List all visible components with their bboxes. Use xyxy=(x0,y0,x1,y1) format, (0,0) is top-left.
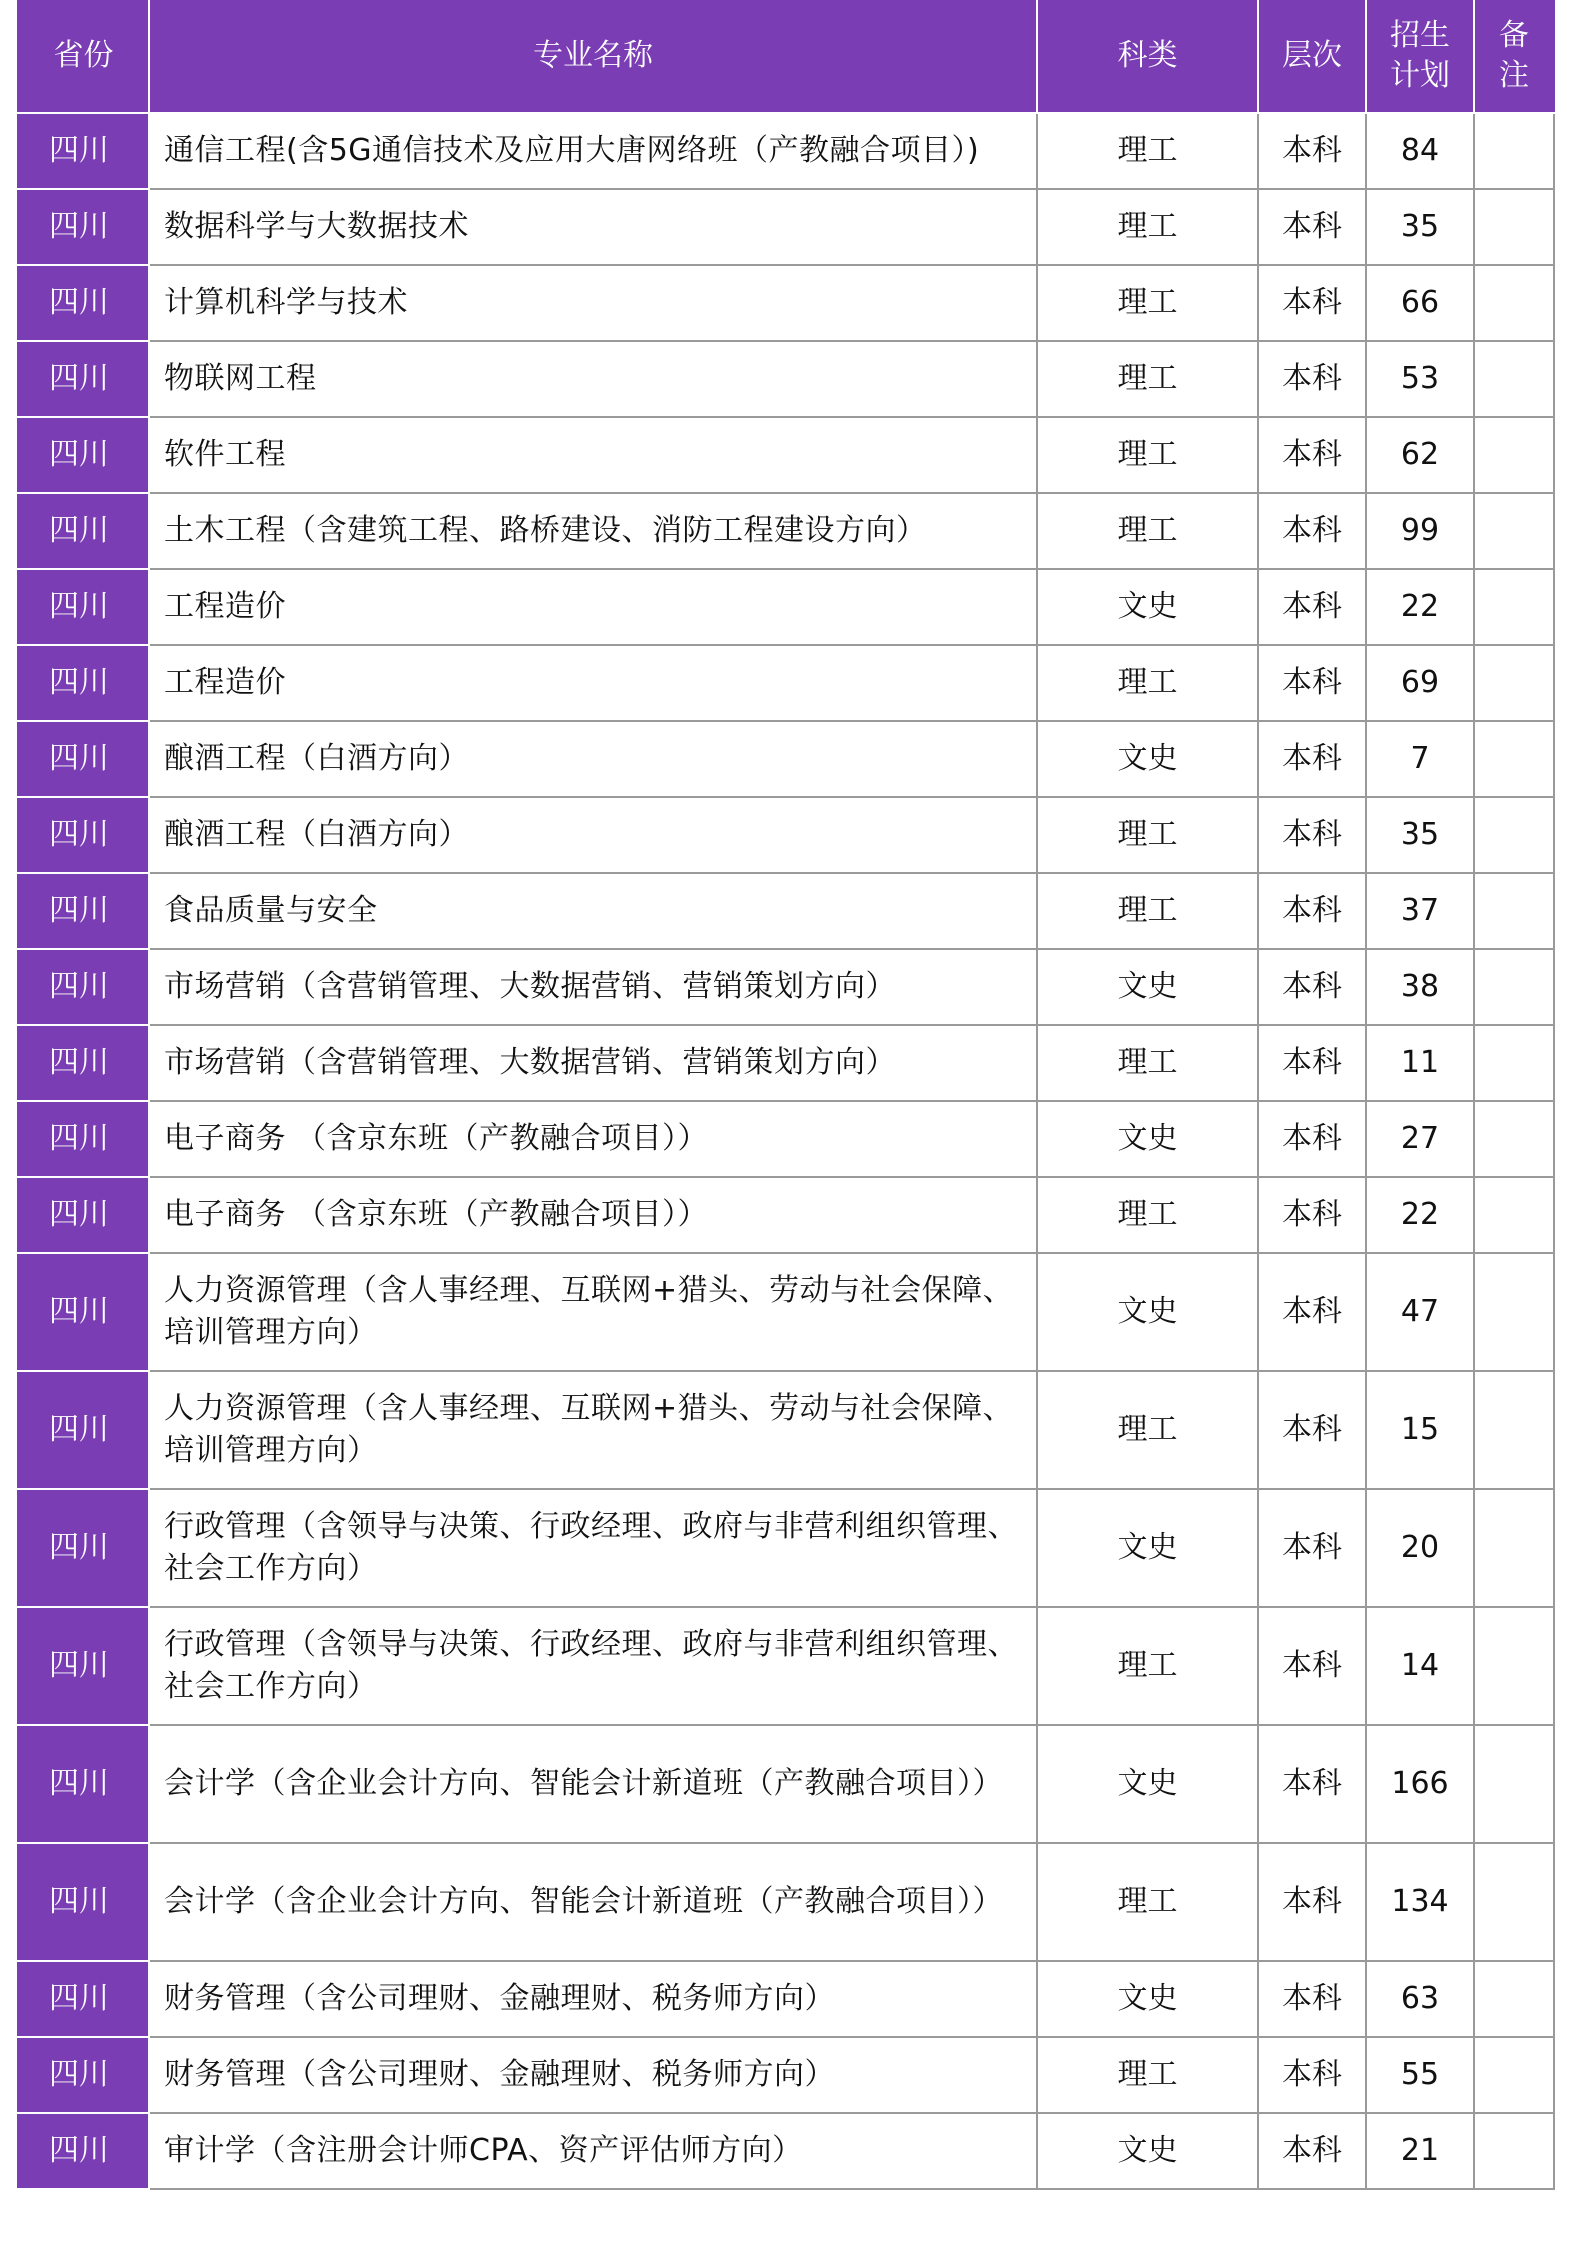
category-cell: 理工 xyxy=(1037,493,1258,569)
plan-count-cell: 35 xyxy=(1366,189,1474,265)
province-cell: 四川 xyxy=(18,1101,149,1177)
category-cell: 理工 xyxy=(1037,417,1258,493)
table-row xyxy=(18,1843,1554,1961)
plan-count-cell: 63 xyxy=(1366,1961,1474,2037)
level-cell: 本科 xyxy=(1258,2037,1366,2113)
table-row xyxy=(18,1371,1554,1489)
level-cell: 本科 xyxy=(1258,1607,1366,1725)
note-cell xyxy=(1474,189,1554,265)
province-cell: 四川 xyxy=(18,2113,149,2189)
level-cell: 本科 xyxy=(1258,797,1366,873)
major-name-cell: 行政管理（含领导与决策、行政经理、政府与非营利组织管理、社会工作方向） xyxy=(149,1489,1037,1607)
major-name-cell: 工程造价 xyxy=(149,645,1037,721)
table-row xyxy=(18,873,1554,949)
note-cell xyxy=(1474,873,1554,949)
plan-count-cell: 38 xyxy=(1366,949,1474,1025)
category-cell: 理工 xyxy=(1037,113,1258,189)
category-cell: 文史 xyxy=(1037,949,1258,1025)
note-cell xyxy=(1474,1025,1554,1101)
note-cell xyxy=(1474,949,1554,1025)
level-cell: 本科 xyxy=(1258,645,1366,721)
category-cell: 理工 xyxy=(1037,265,1258,341)
table-row xyxy=(18,2037,1554,2113)
plan-count-cell: 47 xyxy=(1366,1253,1474,1371)
province-cell: 四川 xyxy=(18,873,149,949)
major-name-cell: 财务管理（含公司理财、金融理财、税务师方向） xyxy=(149,1961,1037,2037)
header-category: 科类 xyxy=(1037,0,1258,113)
major-name-cell: 电子商务 （含京东班（产教融合项目）） xyxy=(149,1177,1037,1253)
table-row xyxy=(18,569,1554,645)
table-row xyxy=(18,1177,1554,1253)
note-cell xyxy=(1474,1961,1554,2037)
level-cell: 本科 xyxy=(1258,1961,1366,2037)
table-row xyxy=(18,493,1554,569)
category-cell: 理工 xyxy=(1037,873,1258,949)
level-cell: 本科 xyxy=(1258,949,1366,1025)
province-cell: 四川 xyxy=(18,189,149,265)
major-name-cell: 物联网工程 xyxy=(149,341,1037,417)
level-cell: 本科 xyxy=(1258,493,1366,569)
table-header xyxy=(18,0,1554,113)
major-name-cell: 土木工程（含建筑工程、路桥建设、消防工程建设方向） xyxy=(149,493,1037,569)
category-cell: 文史 xyxy=(1037,1725,1258,1843)
table-row xyxy=(18,341,1554,417)
plan-count-cell: 27 xyxy=(1366,1101,1474,1177)
level-cell: 本科 xyxy=(1258,1843,1366,1961)
plan-count-cell: 21 xyxy=(1366,2113,1474,2189)
header-province: 省份 xyxy=(18,0,149,113)
header-note-line1: 备 xyxy=(1499,18,1529,53)
category-cell: 理工 xyxy=(1037,1025,1258,1101)
major-name-cell: 数据科学与大数据技术 xyxy=(149,189,1037,265)
level-cell: 本科 xyxy=(1258,1253,1366,1371)
plan-count-cell: 66 xyxy=(1366,265,1474,341)
plan-count-cell: 22 xyxy=(1366,1177,1474,1253)
note-cell xyxy=(1474,265,1554,341)
table-row xyxy=(18,949,1554,1025)
province-cell: 四川 xyxy=(18,1725,149,1843)
table-row xyxy=(18,2113,1554,2189)
category-cell: 文史 xyxy=(1037,1961,1258,2037)
plan-count-cell: 15 xyxy=(1366,1371,1474,1489)
header-level: 层次 xyxy=(1258,0,1366,113)
category-cell: 理工 xyxy=(1037,1177,1258,1253)
province-cell: 四川 xyxy=(18,949,149,1025)
category-cell: 文史 xyxy=(1037,1253,1258,1371)
province-cell: 四川 xyxy=(18,645,149,721)
category-cell: 文史 xyxy=(1037,721,1258,797)
plan-count-cell: 166 xyxy=(1366,1725,1474,1843)
plan-count-cell: 14 xyxy=(1366,1607,1474,1725)
category-cell: 文史 xyxy=(1037,569,1258,645)
level-cell: 本科 xyxy=(1258,1025,1366,1101)
plan-count-cell: 55 xyxy=(1366,2037,1474,2113)
note-cell xyxy=(1474,721,1554,797)
table-row xyxy=(18,1961,1554,2037)
note-cell xyxy=(1474,1371,1554,1489)
level-cell: 本科 xyxy=(1258,569,1366,645)
level-cell: 本科 xyxy=(1258,1177,1366,1253)
note-cell xyxy=(1474,1843,1554,1961)
plan-count-cell: 22 xyxy=(1366,569,1474,645)
level-cell: 本科 xyxy=(1258,189,1366,265)
category-cell: 文史 xyxy=(1037,1489,1258,1607)
province-cell: 四川 xyxy=(18,265,149,341)
category-cell: 理工 xyxy=(1037,645,1258,721)
province-cell: 四川 xyxy=(18,797,149,873)
level-cell: 本科 xyxy=(1258,341,1366,417)
note-cell xyxy=(1474,1177,1554,1253)
major-name-cell: 酿酒工程（白酒方向） xyxy=(149,797,1037,873)
category-cell: 理工 xyxy=(1037,2037,1258,2113)
province-cell: 四川 xyxy=(18,1607,149,1725)
category-cell: 文史 xyxy=(1037,1101,1258,1177)
note-cell xyxy=(1474,1725,1554,1843)
major-name-cell: 会计学（含企业会计方向、智能会计新道班（产教融合项目）） xyxy=(149,1725,1037,1843)
header-plan-line1: 招生 xyxy=(1390,18,1450,53)
plan-count-cell: 37 xyxy=(1366,873,1474,949)
major-name-cell: 市场营销（含营销管理、大数据营销、营销策划方向） xyxy=(149,1025,1037,1101)
province-cell: 四川 xyxy=(18,113,149,189)
plan-count-cell: 69 xyxy=(1366,645,1474,721)
note-cell xyxy=(1474,341,1554,417)
header-major: 专业名称 xyxy=(149,0,1037,113)
note-cell xyxy=(1474,2113,1554,2189)
level-cell: 本科 xyxy=(1258,417,1366,493)
table-row xyxy=(18,417,1554,493)
table-row xyxy=(18,265,1554,341)
plan-count-cell: 7 xyxy=(1366,721,1474,797)
note-cell xyxy=(1474,417,1554,493)
table-row xyxy=(18,1025,1554,1101)
category-cell: 理工 xyxy=(1037,341,1258,417)
level-cell: 本科 xyxy=(1258,113,1366,189)
major-name-cell: 电子商务 （含京东班（产教融合项目）） xyxy=(149,1101,1037,1177)
province-cell: 四川 xyxy=(18,569,149,645)
major-name-cell: 人力资源管理（含人事经理、互联网+猎头、劳动与社会保障、培训管理方向） xyxy=(149,1253,1037,1371)
category-cell: 理工 xyxy=(1037,1371,1258,1489)
table-row xyxy=(18,721,1554,797)
province-cell: 四川 xyxy=(18,1253,149,1371)
table-row xyxy=(18,1607,1554,1725)
major-name-cell: 食品质量与安全 xyxy=(149,873,1037,949)
level-cell: 本科 xyxy=(1258,1489,1366,1607)
province-cell: 四川 xyxy=(18,1489,149,1607)
level-cell: 本科 xyxy=(1258,1101,1366,1177)
major-name-cell: 人力资源管理（含人事经理、互联网+猎头、劳动与社会保障、培训管理方向） xyxy=(149,1371,1037,1489)
plan-count-cell: 62 xyxy=(1366,417,1474,493)
province-cell: 四川 xyxy=(18,417,149,493)
plan-count-cell: 84 xyxy=(1366,113,1474,189)
province-cell: 四川 xyxy=(18,1961,149,2037)
province-cell: 四川 xyxy=(18,1177,149,1253)
level-cell: 本科 xyxy=(1258,265,1366,341)
major-name-cell: 工程造价 xyxy=(149,569,1037,645)
plan-count-cell: 99 xyxy=(1366,493,1474,569)
province-cell: 四川 xyxy=(18,1843,149,1961)
note-cell xyxy=(1474,1489,1554,1607)
category-cell: 文史 xyxy=(1037,2113,1258,2189)
level-cell: 本科 xyxy=(1258,873,1366,949)
province-cell: 四川 xyxy=(18,721,149,797)
category-cell: 理工 xyxy=(1037,1607,1258,1725)
table-row xyxy=(18,1725,1554,1843)
table-row xyxy=(18,797,1554,873)
major-name-cell: 计算机科学与技术 xyxy=(149,265,1037,341)
table-row xyxy=(18,1253,1554,1371)
major-name-cell: 财务管理（含公司理财、金融理财、税务师方向） xyxy=(149,2037,1037,2113)
header-note xyxy=(1474,0,1554,113)
plan-count-cell: 53 xyxy=(1366,341,1474,417)
table-row xyxy=(18,189,1554,265)
note-cell xyxy=(1474,569,1554,645)
major-name-cell: 通信工程(含5G通信技术及应用大唐网络班（产教融合项目）) xyxy=(149,113,1037,189)
plan-count-cell: 20 xyxy=(1366,1489,1474,1607)
header-plan xyxy=(1366,0,1474,113)
note-cell xyxy=(1474,645,1554,721)
category-cell: 理工 xyxy=(1037,189,1258,265)
note-cell xyxy=(1474,1607,1554,1725)
table-row xyxy=(18,113,1554,189)
note-cell xyxy=(1474,493,1554,569)
plan-count-cell: 134 xyxy=(1366,1843,1474,1961)
major-name-cell: 会计学（含企业会计方向、智能会计新道班（产教融合项目）） xyxy=(149,1843,1037,1961)
header-plan-line2: 计划 xyxy=(1390,58,1450,93)
category-cell: 理工 xyxy=(1037,797,1258,873)
level-cell: 本科 xyxy=(1258,2113,1366,2189)
level-cell: 本科 xyxy=(1258,1725,1366,1843)
major-name-cell: 软件工程 xyxy=(149,417,1037,493)
note-cell xyxy=(1474,797,1554,873)
note-cell xyxy=(1474,113,1554,189)
header-note-line2: 注 xyxy=(1499,58,1529,93)
province-cell: 四川 xyxy=(18,2037,149,2113)
province-cell: 四川 xyxy=(18,341,149,417)
plan-count-cell: 35 xyxy=(1366,797,1474,873)
table-body xyxy=(18,113,1554,2189)
note-cell xyxy=(1474,2037,1554,2113)
level-cell: 本科 xyxy=(1258,721,1366,797)
note-cell xyxy=(1474,1101,1554,1177)
province-cell: 四川 xyxy=(18,1371,149,1489)
major-name-cell: 酿酒工程（白酒方向） xyxy=(149,721,1037,797)
major-name-cell: 行政管理（含领导与决策、行政经理、政府与非营利组织管理、社会工作方向） xyxy=(149,1607,1037,1725)
level-cell: 本科 xyxy=(1258,1371,1366,1489)
table-row xyxy=(18,645,1554,721)
province-cell: 四川 xyxy=(18,493,149,569)
table-row xyxy=(18,1101,1554,1177)
major-name-cell: 市场营销（含营销管理、大数据营销、营销策划方向） xyxy=(149,949,1037,1025)
plan-count-cell: 11 xyxy=(1366,1025,1474,1101)
category-cell: 理工 xyxy=(1037,1843,1258,1961)
enrollment-plan-table xyxy=(17,0,1555,2190)
province-cell: 四川 xyxy=(18,1025,149,1101)
major-name-cell: 审计学（含注册会计师CPA、资产评估师方向） xyxy=(149,2113,1037,2189)
note-cell xyxy=(1474,1253,1554,1371)
table-row xyxy=(18,1489,1554,1607)
